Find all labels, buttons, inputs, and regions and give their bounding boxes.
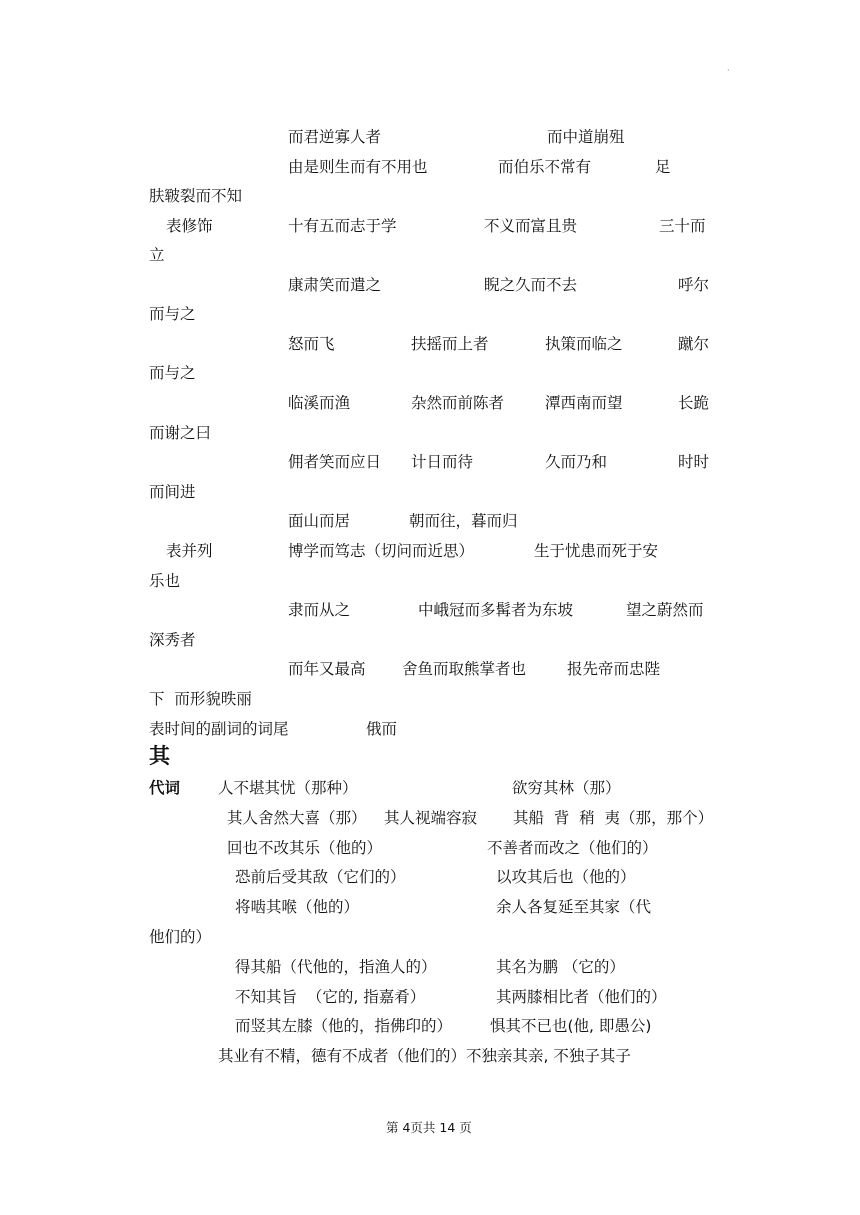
example-text: 其船 背 稍 夷（那，那个） — [513, 809, 714, 827]
example-text: 不义而富且贵 — [484, 217, 578, 235]
example-text: 计日而待 — [411, 453, 474, 471]
example-text: 其业有不精，德有不成者（他们的）不独亲其亲, 不独子其子 — [218, 1047, 631, 1065]
example-text: 回也不改其乐（他的） — [227, 839, 383, 857]
page-footer: 第 4页共 14 页 — [386, 1120, 472, 1135]
example-text: 面山而居 — [288, 512, 351, 530]
example-text: 生于忧患而死于安 — [534, 542, 659, 560]
example-text: 隶而从之 — [288, 601, 351, 619]
example-text: 不善者而改之（他们的） — [487, 839, 658, 857]
example-text: 下 而形貌昳丽 — [149, 690, 252, 708]
example-text: 长跪 — [678, 394, 710, 412]
category-label: 表修饰 — [166, 217, 213, 235]
example-text: 呼尔 — [678, 276, 710, 294]
example-text: 而与之 — [149, 305, 196, 323]
example-text: 扶摇而上者 — [411, 335, 489, 353]
example-text: 不知其旨 （它的, 指嘉肴） — [235, 988, 426, 1006]
example-text: 而竖其左膝（他的，指佛印的） — [235, 1017, 453, 1035]
example-text: 深秀者 — [149, 631, 196, 649]
example-text: 俄而 — [366, 720, 398, 738]
example-text: 他们的） — [149, 928, 212, 946]
example-text: 其名为鹏 （它的） — [496, 958, 625, 976]
section-heading: 其 — [149, 744, 170, 768]
example-text: 得其船（代他的，指渔人的） — [235, 958, 437, 976]
example-text: 临溪而渔 — [288, 394, 351, 412]
corner-dot: · — [727, 66, 730, 75]
example-text: 时时 — [678, 453, 710, 471]
example-text: 而年又最高 — [288, 660, 366, 678]
example-text: 恐前后受其敌（它们的） — [235, 868, 406, 886]
example-text: 而中道崩殂 — [547, 128, 625, 146]
example-text: 睨之久而不去 — [484, 276, 578, 294]
example-text: 佣者笑而应日 — [288, 453, 382, 471]
example-text: 望之蔚然而 — [626, 601, 704, 619]
example-text: 中峨冠而多髯者为东坡 — [418, 601, 574, 619]
example-text: 而与之 — [149, 364, 196, 382]
example-text: 而君逆寡人者 — [288, 128, 382, 146]
example-text: 足 — [655, 158, 671, 176]
example-text: 余人各复延至其家（代 — [496, 898, 652, 916]
category-label: 表时间的副词的词尾 — [149, 720, 289, 738]
example-text: 立 — [149, 246, 165, 264]
example-text: 其人视端容寂 — [384, 809, 478, 827]
example-text: 久而乃和 — [545, 453, 608, 471]
example-text: 执策而临之 — [545, 335, 623, 353]
example-text: 蹴尔 — [678, 335, 710, 353]
example-text: 肤皲裂而不知 — [149, 187, 243, 205]
example-text: 而谢之曰 — [149, 424, 212, 442]
example-text: 惧其不已也(他, 即愚公) — [490, 1017, 652, 1035]
example-text: 三十而 — [659, 217, 706, 235]
example-text: 而伯乐不常有 — [498, 158, 592, 176]
example-text: 其人舍然大喜（那） — [227, 809, 367, 827]
example-text: 杂然而前陈者 — [411, 394, 505, 412]
example-text: 由是则生而有不用也 — [288, 158, 428, 176]
example-text: 乐也 — [149, 572, 181, 590]
example-text: 十有五而志于学 — [288, 217, 397, 235]
example-text: 报先帝而忠陛 — [567, 660, 661, 678]
example-text: 潭西南而望 — [545, 394, 623, 412]
example-text: 而间进 — [149, 483, 196, 501]
category-label: 代词 — [149, 779, 181, 797]
example-text: 博学而笃志（切问而近思） — [288, 542, 475, 560]
example-text: 舍鱼而取熊掌者也 — [402, 660, 527, 678]
category-label: 表并列 — [166, 542, 213, 560]
example-text: 怒而飞 — [288, 335, 335, 353]
example-text: 康肃笑而遣之 — [288, 276, 382, 294]
example-text: 将啮其喉（他的） — [235, 898, 360, 916]
example-text: 以攻其后也（他的） — [496, 868, 636, 886]
example-text: 朝而往，暮而归 — [409, 512, 518, 530]
example-text: 其两膝相比者（他们的） — [496, 988, 667, 1006]
example-text: 人不堪其忧（那种） — [218, 779, 358, 797]
example-text: 欲穷其林（那） — [512, 779, 621, 797]
